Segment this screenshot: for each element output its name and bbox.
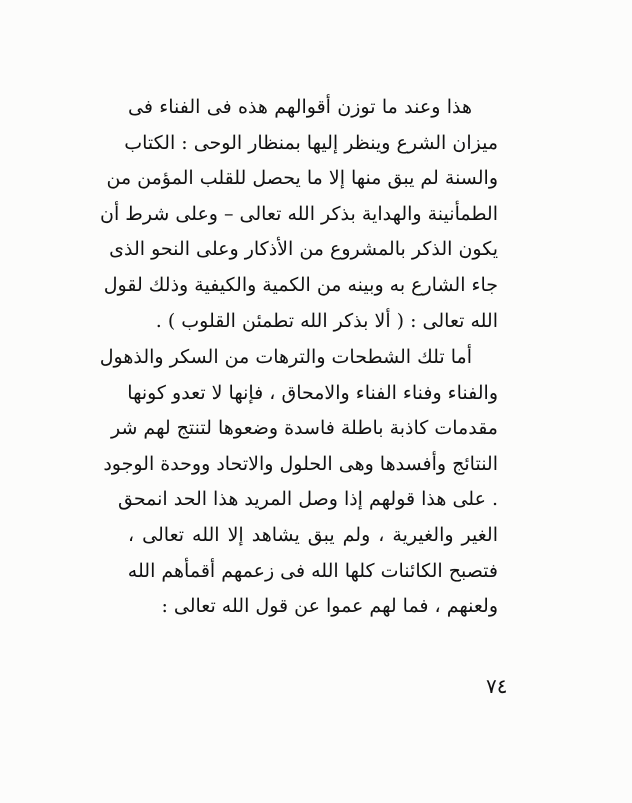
paragraph-1 [100,90,498,339]
text-line: ميزان الشرع وينظر إليها بمنظار الوحى : الكتاب [124,131,498,154]
text-line: هذا وعند ما توزن أقوالهم هذه فى الفناء فى [128,96,472,118]
text-line: يكون الذكر بالمشروع من الأذكار وعلى النحو الذى [109,238,498,261]
text-line: الله تعالى : ( ألا بذكر الله تطمئن القلوب ) . [155,309,498,332]
text-line: والفناء وفناء الفناء والامحاق ، فإنها لا تعدو كونها [127,381,498,404]
text-line: الغير والغيرية ، ولم يبق يشاهد إلا الله تعالى ، [128,523,498,546]
text-line: أما تلك الشطحات والترهات من السكر والذهول [99,346,472,368]
text-line: والسنة لم يبق منها إلا ما يحصل للقلب المؤمن من [106,167,498,190]
text-line: النتائج وأفسدها وهى الحلول والاتحاد ووحدة الوجود [103,452,498,475]
text-line: الطمأنينة والهداية بذكر الله تعالى – وعلى شرط أن [100,202,498,225]
text-line: ولعنهم ، فما لهم عموا عن قول الله تعالى : [161,595,498,618]
text-line: مقدمات كاذبة باطلة فاسدة وضعوها لتنتج لهم شر [110,417,498,440]
text-line: فتصبح الكائنات كلها الله فى زعمهم أقمأهم الله [127,559,498,582]
text-line: جاء الشارع به وبينه من الكمية والكيفية وذلك لقول [103,273,498,296]
paragraph-2 [99,340,498,625]
page-number: ٧٤ [486,674,508,698]
text-line: . على هذا قولهم إذا وصل المريد هذا الحد انمحق [118,488,498,511]
